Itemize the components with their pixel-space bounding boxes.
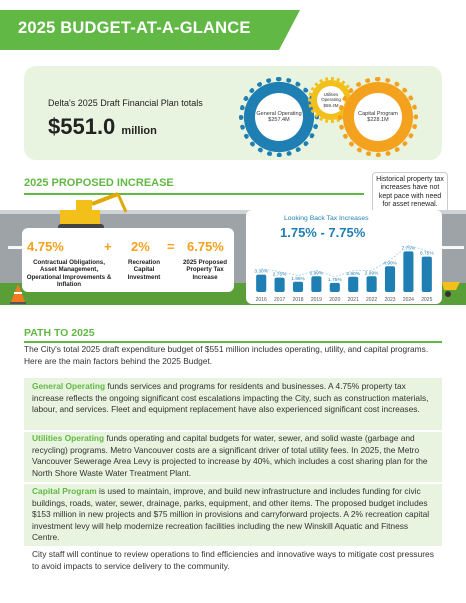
data-label-2016: 3.30% bbox=[254, 269, 269, 275]
road-marking bbox=[440, 246, 464, 249]
data-label-2017: 2.75% bbox=[272, 272, 287, 278]
utilities-operating-body: funds operating and capital budgets for water, sewer, and solid waste (garbage and recycling) programs. Metro Vancouver costs are a significant driver of total utility fees. In 2025, the Metro Vancouver Sewerage Area Levy is projected to increase by 40%, which includes a cost sharing plan for the North Shore Waste Water Treatment Plant. bbox=[32, 433, 428, 478]
tick-label-2024: 2024 bbox=[402, 297, 414, 303]
tick-label-2016: 2016 bbox=[255, 297, 267, 303]
wheelbarrow-icon bbox=[440, 278, 464, 298]
chart-subtitle: 1.75% - 7.75% bbox=[280, 225, 366, 240]
bar-2020 bbox=[330, 283, 340, 292]
capital-program-lead: Capital Program bbox=[32, 486, 97, 496]
increase-operations-pct: 4.75% bbox=[27, 239, 64, 254]
bar-2022 bbox=[367, 276, 377, 292]
bar-2021 bbox=[348, 277, 358, 292]
tick-label-2019: 2019 bbox=[310, 297, 322, 303]
path-heading: PATH TO 2025 bbox=[24, 327, 95, 339]
increase-total-pct: 6.75% bbox=[187, 239, 224, 254]
tick-label-2017: 2017 bbox=[274, 297, 286, 303]
chart-title: Looking Back Tax Increases bbox=[284, 215, 369, 222]
equals-sign: = bbox=[167, 239, 175, 254]
gear-value: $69.4M bbox=[323, 102, 339, 108]
bar-2025 bbox=[422, 257, 432, 292]
data-label-2018: 1.95% bbox=[291, 276, 305, 282]
data-label-2023: 4.90% bbox=[383, 261, 397, 267]
data-label-2020: 1.75% bbox=[327, 277, 342, 283]
bar-2017 bbox=[275, 278, 285, 292]
general-operating-body: funds services and programs for residents and businesses. A 4.75% property tax increase reflects the ongoing significant cost escalations impacting the City, such as construction materials, labour, and services. Fleet and equipment replacement have also experienced significant cost increases. bbox=[32, 381, 429, 415]
tax-history-chart bbox=[246, 240, 442, 304]
bar-2019 bbox=[311, 276, 321, 292]
financial-plan-label: Delta's 2025 Draft Financial Plan totals bbox=[48, 98, 203, 108]
general-operating-gear bbox=[244, 82, 314, 152]
capital-program-text bbox=[32, 486, 436, 544]
bar-2016 bbox=[256, 275, 266, 292]
data-label-2025: 6.75% bbox=[419, 251, 434, 257]
data-label-2021: 2.90% bbox=[346, 271, 361, 277]
tick-label-2020: 2020 bbox=[329, 297, 341, 303]
proposed-increase-heading: 2025 PROPOSED INCREASE bbox=[24, 177, 174, 189]
increase-operations-label: Contractual Obligations, Asset Management, Operational Improvements & Inflation bbox=[26, 259, 112, 289]
increase-recreation-label: Recreation Capital Investment bbox=[127, 259, 161, 281]
gear-value: $257.4M bbox=[268, 117, 290, 123]
bar-2023 bbox=[385, 266, 395, 292]
general-operating-text bbox=[32, 381, 436, 416]
bar-2024 bbox=[403, 251, 413, 292]
page-title: 2025 BUDGET-AT-A-GLANCE bbox=[18, 19, 251, 37]
capital-program-gear bbox=[343, 82, 413, 152]
gear-label: Capital Program bbox=[358, 110, 398, 117]
tick-label-2025: 2025 bbox=[421, 297, 433, 303]
capital-program-body: is used to maintain, improve, and build new infrastructure and includes funding for civic buildings, roads, water, sewer, drainage, parks, equipment, and other items. The proposed budget includes $153 million in new projects and $75 million in provisions and carryforward projects. A 2% recreation capital investment levy will help modernize recreation facilities including the new Winskill Aquatic and Fitness Centre. bbox=[32, 486, 430, 543]
plus-sign: + bbox=[104, 239, 112, 254]
gear-value: $228.1M bbox=[367, 117, 389, 123]
path-intro: The City's total 2025 draft expenditure budget of $551 million includes operating, utility, and capital programs. Here are the main factors behind the 2025 Budget. bbox=[24, 344, 429, 366]
increase-total-label: 2025 Proposed Property Tax Increase bbox=[182, 259, 228, 281]
plan-amount-unit: million bbox=[121, 125, 157, 137]
tick-label-2022: 2022 bbox=[366, 297, 378, 303]
increase-recreation-pct: 2% bbox=[131, 239, 150, 254]
closing-statement: City staff will continue to review operations to find efficiencies and innovative ways to mitigate cost pressures to avoid impacts to service delivery to the community. bbox=[32, 549, 434, 571]
section-divider bbox=[24, 341, 442, 343]
title-banner bbox=[0, 0, 466, 60]
gear-label: Utilities Operating bbox=[321, 92, 341, 103]
gear-label: General Operating bbox=[256, 110, 302, 117]
data-label-2024: 7.75% bbox=[401, 246, 416, 252]
bar-2018 bbox=[293, 282, 303, 292]
data-label-2022: 2.99% bbox=[364, 271, 379, 277]
general-operating-lead: General Operating bbox=[32, 381, 106, 391]
tick-label-2021: 2021 bbox=[347, 297, 359, 303]
historical-callout: Historical property tax increases have not kept pace with need for asset renewal. bbox=[372, 172, 448, 228]
plan-amount-value: $551.0 bbox=[48, 114, 116, 139]
utilities-operating-text bbox=[32, 433, 436, 479]
tick-label-2023: 2023 bbox=[384, 297, 396, 303]
utilities-operating-lead: Utilities Operating bbox=[32, 433, 105, 443]
tick-label-2018: 2018 bbox=[292, 297, 304, 303]
financial-plan-amount bbox=[48, 114, 157, 140]
data-label-2019: 2.99% bbox=[309, 271, 324, 277]
